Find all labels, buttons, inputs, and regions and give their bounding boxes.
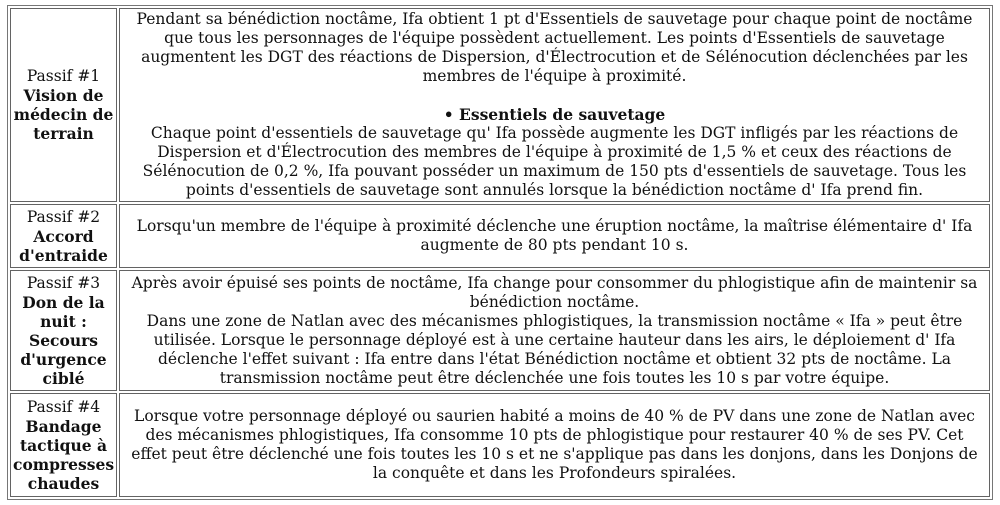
passive-1-description-cell xyxy=(119,8,990,202)
table-row-passive-2 xyxy=(10,204,990,268)
passive-name: Vision de médecin de terrain xyxy=(13,86,114,143)
passive-2-description-cell xyxy=(119,204,990,268)
passive-name: Bandage tactique à compresses chaudes xyxy=(13,416,115,493)
table-row-passive-4 xyxy=(10,393,990,497)
passive-description-paragraph: Pendant sa bénédiction noctâme, Ifa obtient 1 pt d'Essentiels de sauvetage pour chaque point de noctâme que tous les personnages de l'équipe possèdent actuellement. Les points d'Essentiels de sauvetage augmentent les DGT des réactions de Dispersion, d'Électrocution et de Sélénocution déclenchées par les membres de l'équipe à proximité. xyxy=(136,10,973,85)
passive-description-paragraph: Dans une zone de Natlan avec des mécanismes phlogistiques, la transmission noctâme « Ifa » peut être utilisée. Lorsque le personnage déployé est à une certaine hauteur dans les airs, le déploiement d' Ifa déclenche l'effet suivant : Ifa entre dans l'état Bénédiction noctâme et obtient 32 pts de noctâme. La transmission noctâme peut être déclenchée une fois toutes les 10 s par votre équipe. xyxy=(146,311,963,387)
passive-description-paragraph: Lorsque votre personnage déployé ou saurien habité a moins de 40 % de PV dans une zone de Natlan avec des mécanismes phlogistiques, Ifa consomme 10 pts de phlogistique pour restaurer 40 % de ses PV. Cet effet peut être déclenché une fois toutes les 10 s et ne s'applique pas dans les donjons, dans les Donjons de la conquête et dans les Profondeurs spiralées. xyxy=(131,407,978,482)
bullet-heading: • Essentiels de sauvetage xyxy=(443,105,666,124)
passive-number: Passif #4 xyxy=(26,397,101,416)
passive-number: Passif #3 xyxy=(26,273,101,292)
passive-description-paragraph: Lorsqu'un membre de l'équipe à proximité déclenche une éruption noctâme, la maîtrise élémentaire d' Ifa augmente de 80 pts pendant 10 s. xyxy=(136,217,973,254)
passives-table xyxy=(7,5,993,500)
passive-3-description-cell xyxy=(119,270,990,391)
passive-3-label-cell xyxy=(10,270,117,391)
passive-description-paragraph: Après avoir épuisé ses points de noctâme, Ifa change pour consommer du phlogistique afin de maintenir sa bénédiction noctâme. xyxy=(131,273,978,311)
passive-2-label-cell xyxy=(10,204,117,268)
table-row-passive-3 xyxy=(10,270,990,391)
passive-number: Passif #2 xyxy=(26,207,101,226)
passive-number: Passif #1 xyxy=(26,67,101,85)
passive-description-paragraph: Chaque point d'essentiels de sauvetage qu' Ifa possède augmente les DGT infligés par les réactions de Dispersion et d'Électrocution des membres de l'équipe à proximité de 1,5 % et ceux des réactions de Sélénocution de 0,2 %, Ifa pouvant posséder un maximum de 150 pts d'essentiels de sauvetage. Tous les points d'essentiels de sauvetage sont annulés lorsque la bénédiction noctâme d' Ifa prend fin. xyxy=(142,124,967,199)
passive-name: Don de la nuit : xyxy=(22,292,105,331)
passive-name: Secours d'urgence ciblé xyxy=(20,330,107,388)
passive-4-label-cell xyxy=(10,393,117,497)
passive-1-label-cell xyxy=(10,8,117,202)
table-row-passive-1 xyxy=(10,8,990,202)
passive-name: Accord d'entraide xyxy=(19,226,108,265)
passive-4-description-cell xyxy=(119,393,990,497)
